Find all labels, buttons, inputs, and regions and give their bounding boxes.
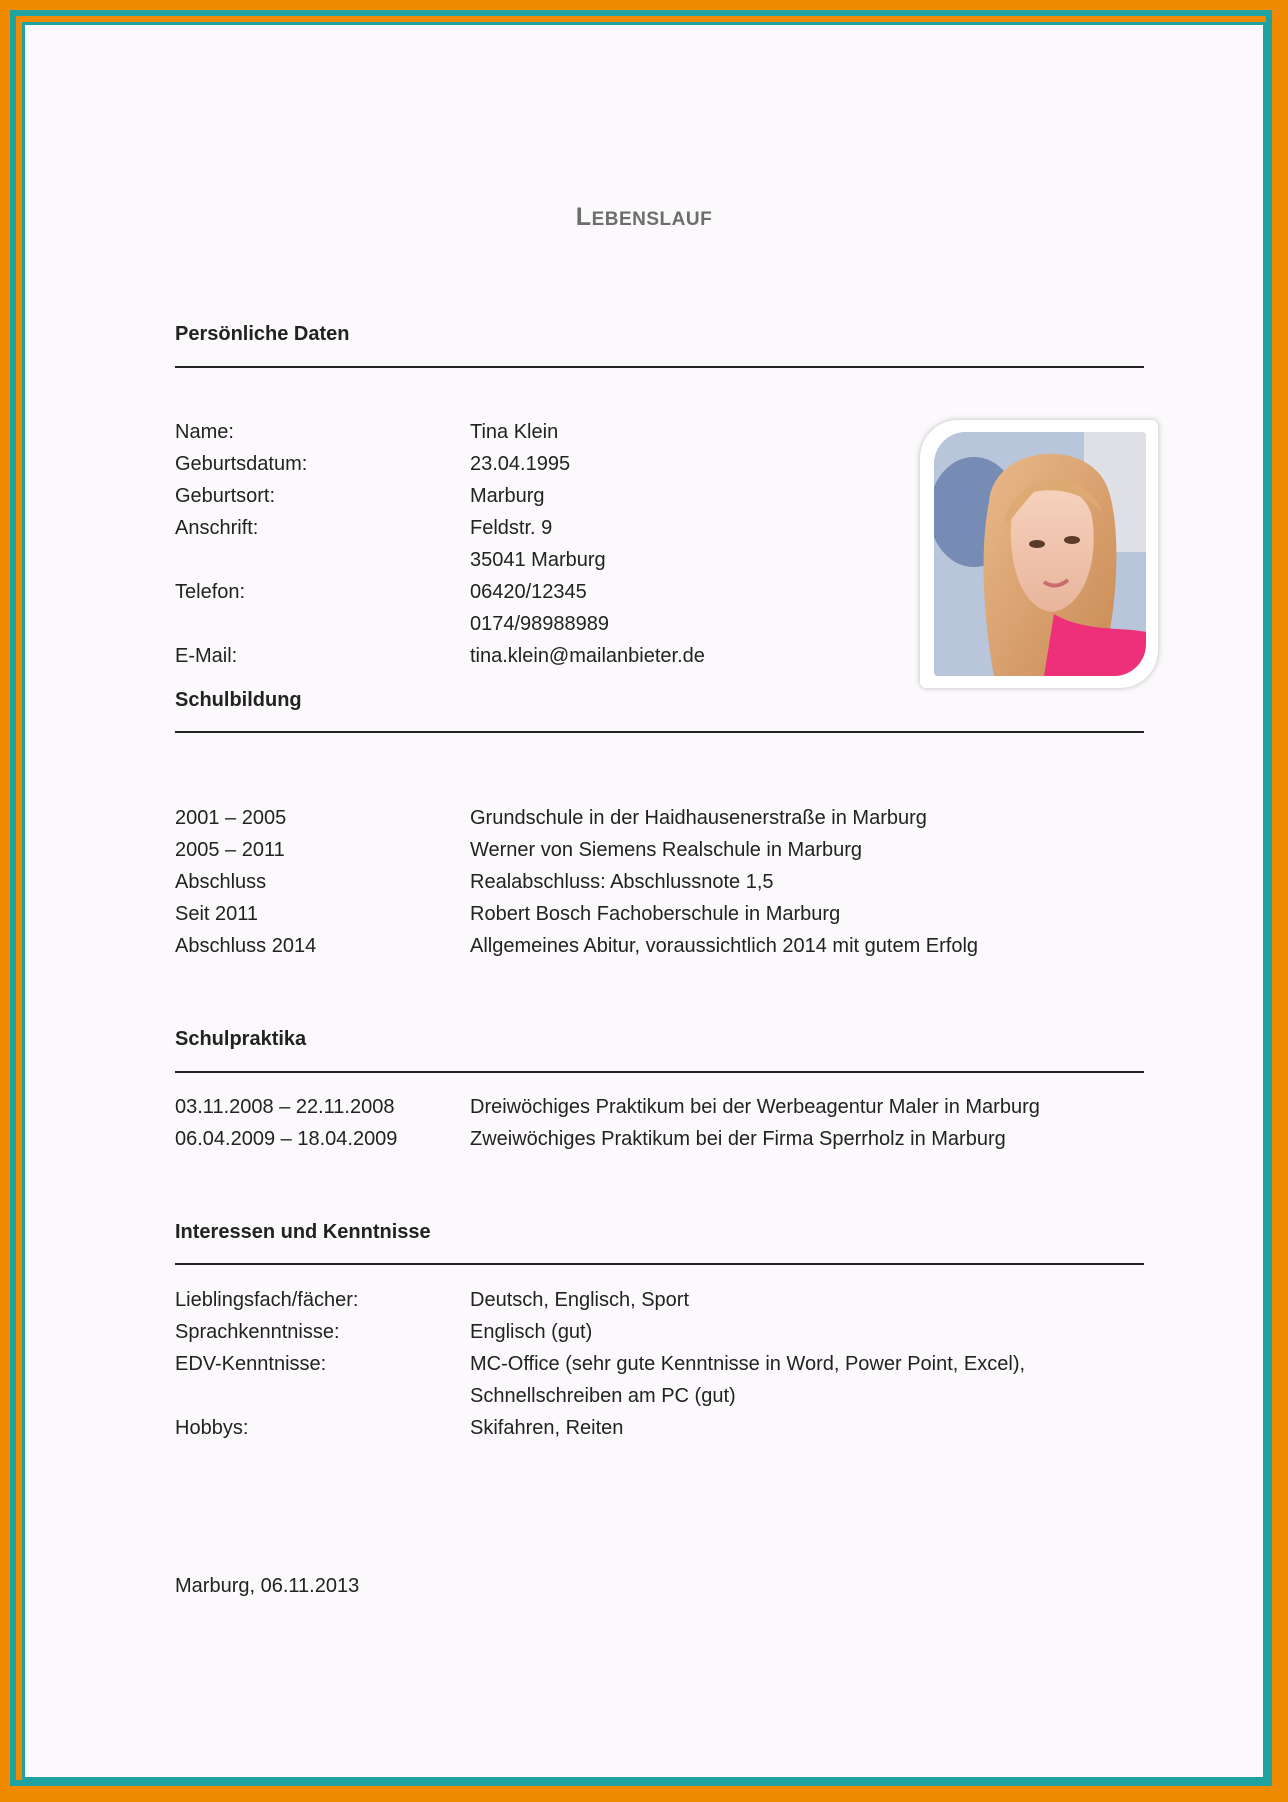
row-value: Allgemeines Abitur, voraussichtlich 2014 mit gutem Erfolg <box>470 935 979 957</box>
row-label: EDV-Kenntnisse: <box>175 1353 327 1375</box>
row-label: Name: <box>175 421 234 443</box>
row-label: Geburtsort: <box>175 485 276 507</box>
document-title <box>25 203 1263 232</box>
row-label: Anschrift: <box>175 517 259 539</box>
row-label: Telefon: <box>175 581 246 603</box>
title-initial: L <box>575 203 592 231</box>
row-value: Deutsch, Englisch, Sport <box>470 1289 689 1311</box>
row-value-email[interactable]: tina.klein@mailanbieter.de <box>470 645 705 667</box>
row-label: 2005 – 2011 <box>175 839 285 861</box>
row-label: 2001 – 2005 <box>175 807 287 829</box>
row-value: Zweiwöchiges Praktikum bei der Firma Sperrholz in Marburg <box>470 1128 1006 1150</box>
section-heading-internships: Schulpraktika <box>175 1028 307 1050</box>
row-value: 0174/98988989 <box>470 613 610 635</box>
interest-row <box>175 1412 1144 1444</box>
school-row <box>175 802 1144 834</box>
row-label: 06.04.2009 – 18.04.2009 <box>175 1128 398 1150</box>
row-value: MC-Office (sehr gute Kenntnisse in Word, Power Point, Excel), <box>470 1353 1026 1375</box>
row-label: Seit 2011 <box>175 903 259 925</box>
school-row <box>175 898 1144 930</box>
row-label: Lieblingsfach/fächer: <box>175 1289 359 1311</box>
row-value: Feldstr. 9 <box>470 517 553 539</box>
row-label: E-Mail: <box>175 645 238 667</box>
row-value: Marburg <box>470 485 545 507</box>
place-and-date: Marburg, 06.11.2013 <box>175 1575 360 1597</box>
title-rest: EBENSLAUF <box>591 209 713 230</box>
row-label: Sprachkenntnisse: <box>175 1321 340 1343</box>
row-value: 06420/12345 <box>470 581 587 603</box>
portrait-frame <box>920 420 1158 688</box>
row-value: Schnellschreiben am PC (gut) <box>470 1385 736 1407</box>
section-rule <box>175 366 1144 368</box>
row-value: Robert Bosch Fachoberschule in Marburg <box>470 903 841 925</box>
internship-row <box>175 1091 1144 1123</box>
school-row <box>175 834 1144 866</box>
section-heading-personal: Persönliche Daten <box>175 323 350 345</box>
row-value: Skifahren, Reiten <box>470 1417 624 1439</box>
row-value: Dreiwöchiges Praktikum bei der Werbeagentur Maler in Marburg <box>470 1096 1040 1118</box>
section-heading-school: Schulbildung <box>175 689 302 711</box>
school-row <box>175 866 1144 898</box>
portrait-image <box>934 432 1146 676</box>
row-value: Tina Klein <box>470 421 559 443</box>
portrait-photo <box>934 432 1146 676</box>
interest-row <box>175 1348 1144 1380</box>
section-heading-interests: Interessen und Kenntnisse <box>175 1221 431 1243</box>
row-label: Hobbys: <box>175 1417 249 1439</box>
row-value: 23.04.1995 <box>470 453 571 475</box>
row-label: Abschluss 2014 <box>175 935 317 957</box>
row-label: 03.11.2008 – 22.11.2008 <box>175 1096 395 1118</box>
school-row <box>175 930 1144 962</box>
row-value: 35041 Marburg <box>470 549 606 571</box>
row-value: Englisch (gut) <box>470 1321 593 1343</box>
section-rule <box>175 731 1144 733</box>
section-rule <box>175 1071 1144 1073</box>
resume-page <box>22 22 1266 1780</box>
row-value: Grundschule in der Haidhausenerstraße in Marburg <box>470 807 927 829</box>
row-label: Geburtsdatum: <box>175 453 308 475</box>
interest-row <box>175 1316 1144 1348</box>
row-value: Werner von Siemens Realschule in Marburg <box>470 839 863 861</box>
internship-row <box>175 1123 1144 1155</box>
section-rule <box>175 1263 1144 1265</box>
interest-row <box>175 1380 1144 1412</box>
row-label: Abschluss <box>175 871 267 893</box>
interest-row <box>175 1284 1144 1316</box>
row-value: Realabschluss: Abschlussnote 1,5 <box>470 871 774 893</box>
